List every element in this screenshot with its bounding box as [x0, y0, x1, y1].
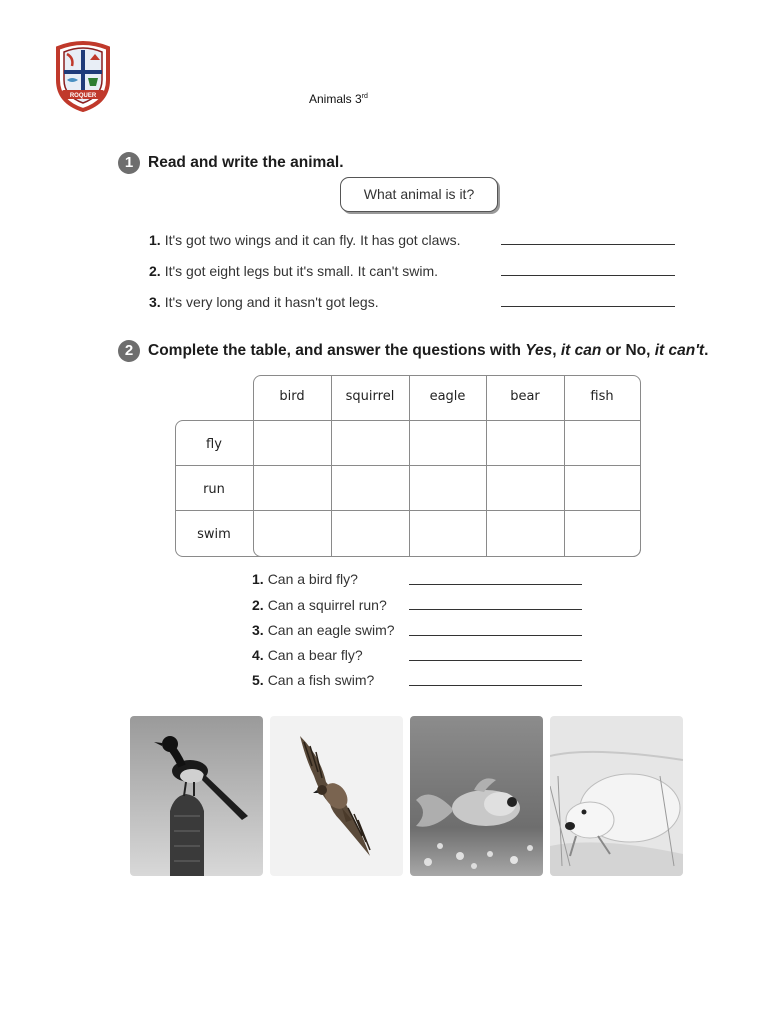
column-header-bear: bear [510, 389, 540, 404]
column-header-bird: bird [279, 389, 305, 404]
row-header-swim: swim [197, 527, 231, 542]
section-2-number: 2 [118, 340, 140, 362]
bird-photo [130, 716, 263, 876]
question-3: 3. Can an eagle swim? [252, 622, 395, 638]
answer-line-2[interactable] [501, 275, 675, 276]
question-answer-line-2[interactable] [409, 609, 582, 610]
section-1-item-3: 3. It's very long and it hasn't got legs. [149, 294, 379, 310]
page-title [309, 92, 368, 106]
section-2-title: Complete the table, and answer the questions with Yes, it can or No, it can't. [148, 342, 709, 359]
row-header-fly: fly [206, 437, 222, 452]
section-1-number: 1 [118, 152, 140, 174]
table-divider [175, 465, 641, 466]
answer-line-1[interactable] [501, 244, 675, 245]
question-1: 1. Can a bird fly? [252, 571, 358, 587]
eagle-photo [270, 716, 403, 876]
question-5: 5. Can a fish swim? [252, 672, 375, 688]
question-answer-line-5[interactable] [409, 685, 582, 686]
question-answer-line-3[interactable] [409, 635, 582, 636]
column-header-eagle: eagle [429, 389, 466, 404]
question-2: 2. Can a squirrel run? [252, 597, 387, 613]
table-divider [175, 510, 641, 511]
column-header-squirrel: squirrel [345, 389, 395, 404]
prompt-box: What animal is it? [340, 177, 498, 212]
question-answer-line-1[interactable] [409, 584, 582, 585]
question-4: 4. Can a bear fly? [252, 647, 363, 663]
question-answer-line-4[interactable] [409, 660, 582, 661]
row-header-run: run [203, 482, 225, 497]
section-1-title: Read and write the animal. [148, 154, 344, 171]
abilities-table [175, 375, 640, 558]
fish-photo [410, 716, 543, 876]
answer-line-3[interactable] [501, 306, 675, 307]
crest-banner-text: ROQUER [69, 93, 97, 99]
page-title-sup: rd [361, 93, 368, 100]
bear-photo [550, 716, 683, 876]
section-1-item-2: 2. It's got eight legs but it's small. It can't swim. [149, 263, 439, 279]
section-1-item-1: 1. It's got two wings and it can fly. It has got claws. [149, 232, 461, 248]
page-title-text: Animals 3 [309, 92, 362, 106]
column-header-fish: fish [590, 389, 614, 404]
school-crest-logo [52, 40, 114, 112]
